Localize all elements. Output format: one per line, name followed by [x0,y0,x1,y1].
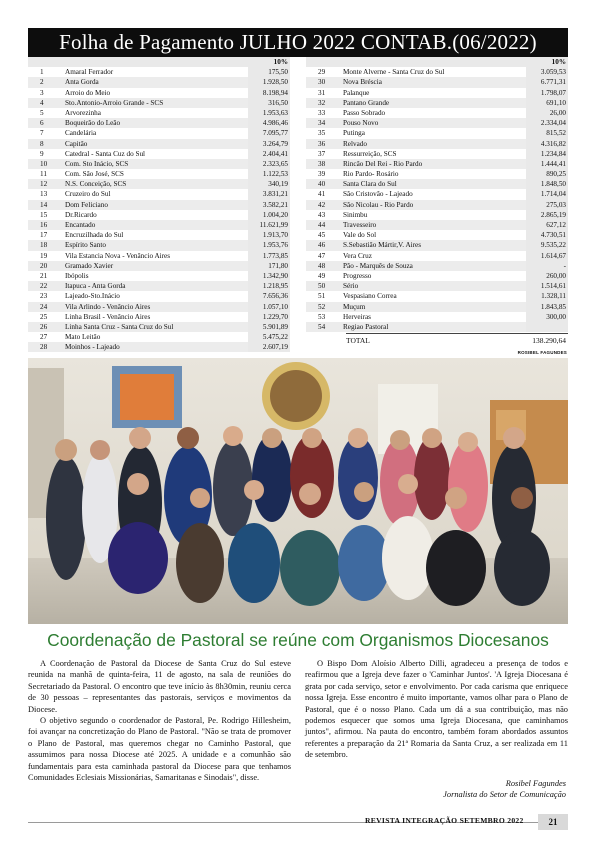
row-number: 2 [40,78,44,87]
parish-name: Capitão [65,139,88,148]
row-number: 53 [318,312,326,321]
row-number: 42 [318,200,326,209]
total-row [346,335,568,347]
row-number: 1 [40,68,44,77]
parish-name: Arroio do Meio [65,88,111,97]
parish-value: 1.953,76 [262,241,288,250]
table-row [306,98,568,108]
parish-name: Mato Leitão [65,333,101,342]
table-row [28,98,290,108]
row-number: 13 [40,190,48,199]
table-row [306,139,568,149]
parish-value: 1.004,20 [262,210,288,219]
author-role: Jornalista do Setor de Comunicação [443,790,566,800]
parish-value: 6.771,31 [540,78,566,87]
table-row [28,67,290,77]
row-number: 29 [318,68,326,77]
row-number: 40 [318,180,326,189]
row-number: 4 [40,98,44,107]
parish-name: Passo Sobrado [343,108,386,117]
table-row [28,251,290,261]
table-row [306,312,568,322]
parish-name: Lajeado-Sto.Inácio [65,292,120,301]
article-paragraph: A Coordenação de Pastoral da Diocese de Santa Cruz do Sul esteve reunida na manhã de quinta-feira, 11 de agosto, na sala de reuniões do Secretariado da Pastoral. O encontro que teve início às 8h30min, reuniu cerca de 30 pessoas – representantes das pastorais, serviços e movimentos da Diocese. [28,659,291,714]
table-header [306,57,568,67]
row-number: 41 [318,190,326,199]
table-row [306,210,568,220]
parish-name: N.S. Conceição, SCS [65,180,127,189]
table-row [306,322,568,332]
author-signature [443,778,566,801]
table-row [306,189,568,199]
table-row [306,128,568,138]
row-number: 51 [318,292,326,301]
table-row [28,108,290,118]
parish-value: 4.986,46 [262,119,288,128]
parish-name: Vila Estancia Nova - Venâncio Aires [65,251,171,260]
table-row [306,67,568,77]
parish-value: 691,10 [546,98,566,107]
parish-value: 171,80 [268,261,288,270]
pct-header: 10% [273,58,288,66]
table-row [28,281,290,291]
table-row [306,200,568,210]
row-number: 10 [40,159,48,168]
article-headline: Coordenação de Pastoral se reúne com Organismos Diocesanos [47,630,549,650]
parish-name: Santa Clara do Sul [343,180,397,189]
parish-name: Moinhos - Lajeado [65,343,120,352]
row-number: 3 [40,88,44,97]
parish-name: Relvado [343,139,367,148]
parish-name: Herveiras [343,312,371,321]
payroll-table-right [306,57,568,332]
parish-name: Encantado [65,221,96,229]
row-number: 52 [318,302,326,311]
parish-value: 316,50 [268,98,288,107]
row-number: 34 [318,119,326,128]
table-row [28,230,290,240]
parish-name: Putinga [343,129,365,138]
parish-name: Muçum [343,302,366,311]
table-row [306,251,568,261]
row-number: 45 [318,231,326,240]
parish-name: Rincão Del Rei - Rio Pardo [343,159,423,168]
table-row [28,291,290,301]
total-divider [346,333,568,334]
row-number: 49 [318,271,326,280]
table-row [28,139,290,149]
row-number: 47 [318,251,326,260]
parish-name: Cruzeiro do Sul [65,190,111,199]
table-row [28,302,290,312]
row-number: 21 [40,271,48,280]
parish-name: Pantano Grande [343,98,390,107]
row-number: 6 [40,119,44,128]
parish-value: 3.831,21 [262,190,288,199]
row-number: 48 [318,261,326,270]
parish-name: Nova Bréscia [343,78,382,87]
parish-name: São Cristovão - Lajeado [343,190,413,199]
row-number: 46 [318,241,326,250]
article-paragraph: O Bispo Dom Aloísio Alberto Dilli, agradeceu a presença de todos e reafirmou que a Igreja deve fazer o 'Caminhar Juntos'. 'A Igreja Diocesana é grata por cada serviço, setor e envolvimento. Por cada carisma que enriquece nossa Igreja. Esse encontro é muito importante, vamos olhar para o Plano de Pastoral, que é o nosso Plano. Cada um dá a sua contribuição, mas não podemos esquecer que somos uma Igreja Diocesana, que caminhamos juntos", afirmou. Na pauta do encontro, também foram abordados assuntos referentes a preparação da 21ª Romaria da Santa Cruz, a ser realizada em 11 de setembro. [305,659,568,760]
row-number: 36 [318,139,326,148]
row-number: 27 [40,333,48,342]
row-number: 31 [318,88,326,97]
parish-value: 1.614,67 [540,251,566,260]
parish-name: Travesseiro [343,221,377,229]
row-number: 18 [40,241,48,250]
parish-name: Palanque [343,88,370,97]
author-name: Rosibel Fagundes [505,779,566,788]
parish-name: Dom Feliciano [65,200,108,209]
parish-name: Sto.Antonio-Arroio Grande - SCS [65,98,164,107]
row-number: 26 [40,322,48,331]
page-number: 21 [538,814,568,830]
table-row [306,230,568,240]
row-number: 28 [40,343,48,352]
parish-value: 4.316,82 [540,139,566,148]
row-number: 38 [318,159,326,168]
parish-name: Monte Alverne - Santa Cruz do Sul [343,68,445,77]
row-number: 12 [40,180,48,189]
table-row [306,302,568,312]
row-number: 19 [40,251,48,260]
parish-name: Pão - Marquês de Souza [343,261,413,270]
row-number: 54 [318,322,326,331]
parish-value: 2.334,04 [540,119,566,128]
parish-value: 1.843,85 [540,302,566,311]
photo-credit: ROSIBEL FAGUNDES [517,350,567,355]
row-number: 25 [40,312,48,321]
parish-name: Sério [343,282,359,291]
parish-name: Com. Sto Inácio, SCS [65,159,129,168]
parish-name: Progresso [343,271,372,280]
table-row [306,261,568,271]
table-row [28,342,290,352]
parish-name: Vera Cruz [343,251,372,260]
parish-name: Regiao Pastoral [343,322,389,331]
parish-name: Vila Arlindo - Venâncio Aires [65,302,151,311]
parish-value: 175,50 [268,68,288,77]
parish-value: 26,00 [549,108,566,117]
row-number: 32 [318,98,326,107]
table-row [306,291,568,301]
table-row [28,88,290,98]
total-label: TOTAL [346,336,370,345]
parish-value: 2.323,65 [262,159,288,168]
row-number: 30 [318,78,326,87]
parish-name: Candelária [65,129,97,138]
parish-value: 5.901,89 [262,322,288,331]
table-row [28,220,290,230]
table-row [28,77,290,87]
table-row [28,312,290,322]
parish-name: Arvorezinha [65,108,101,117]
table-row [28,128,290,138]
parish-value: 7.095,77 [262,129,288,138]
parish-name: Linha Brasil - Venâncio Aires [65,312,151,321]
table-row [306,281,568,291]
parish-name: Dr.Ricardo [65,210,97,219]
article-paragraph: O objetivo segundo o coordenador de Pastoral, Pe. Rodrigo Hillesheim, foi avançar na concretização do Plano de Pastoral. "Não se trata de promover o Plano de Pastoral, mas queremos chegar no Caminho Pastoral, que assumimos para nossa Diocese até 2025. A unidade e a comunhão são fundamentais para esta caminhada pastoral da Diocese para que tenhamos Comunidades Eclesiais Missionárias, Samaritanas e Sinodais", disse. [28,716,291,783]
row-number: 9 [40,149,44,158]
parish-value: 1.913,70 [262,231,288,240]
parish-name: Encruzilhada do Sul [65,231,124,240]
footer-magazine: REVISTA INTEGRAÇÃO SETEMBRO 2022 [365,816,524,825]
payroll-table-left [28,57,290,352]
table-row [306,108,568,118]
parish-value: 815,52 [546,129,566,138]
table-row [28,261,290,271]
row-number: 43 [318,210,326,219]
table-row [28,159,290,169]
group-photo [28,358,568,624]
parish-name: Ressurreição, SCS [343,149,397,158]
parish-value: 300,00 [546,312,566,321]
table-row [306,169,568,179]
parish-value: 1.514,61 [540,282,566,291]
row-number: 14 [40,200,48,209]
parish-value: 4.730,51 [540,231,566,240]
parish-name: Com. São José, SCS [65,170,124,179]
payroll-title: Folha de Pagamento JULHO 2022 CONTAB.(06/2022) [28,28,568,57]
table-row [306,88,568,98]
parish-name: Gramado Xavier [65,261,114,270]
parish-name: Itapuca - Anta Gorda [65,282,126,291]
row-number: 50 [318,282,326,291]
row-number: 33 [318,108,326,117]
parish-value: 2.607,19 [262,343,288,352]
row-number: 22 [40,282,48,291]
parish-value: 1.057,10 [262,302,288,311]
table-row [306,179,568,189]
parish-value: 1.848,50 [540,180,566,189]
pct-header: 10% [551,58,566,66]
parish-value: 1.444,41 [540,159,566,168]
table-header [28,57,290,67]
parish-name: Boqueirão do Leão [65,119,121,128]
row-number: 35 [318,129,326,138]
parish-value: 1.773,85 [262,251,288,260]
parish-value: 275,03 [546,200,566,209]
table-row [306,77,568,87]
table-row [28,200,290,210]
parish-value: 3.059,53 [540,68,566,77]
row-number: 24 [40,302,48,311]
parish-value: 5.475,22 [262,333,288,342]
parish-name: Ibópolis [65,271,89,280]
article-column-2 [305,658,568,761]
table-row [28,210,290,220]
row-number: 8 [40,139,44,148]
table-row [28,332,290,342]
parish-name: Linha Santa Cruz - Santa Cruz do Sul [65,322,174,331]
parish-value: 9.535,22 [540,241,566,250]
parish-name: Sinimbu [343,210,368,219]
row-number: 16 [40,221,48,229]
row-number: 5 [40,108,44,117]
parish-value: 1.798,07 [540,88,566,97]
parish-value: 8.198,94 [262,88,288,97]
total-value: 138.290,64 [532,336,566,345]
table-row [28,169,290,179]
table-row [306,149,568,159]
table-row [28,271,290,281]
row-number: 37 [318,149,326,158]
table-row [306,240,568,250]
row-number: 44 [318,221,326,229]
row-number: 7 [40,129,44,138]
parish-value: 1.218,95 [262,282,288,291]
table-row [28,189,290,199]
article-column-1 [28,658,291,783]
table-row [306,220,568,230]
parish-value: 890,25 [546,170,566,179]
parish-value: 260,00 [546,271,566,280]
parish-value: 1.714,04 [540,190,566,199]
parish-name: Vale do Sol [343,231,377,240]
parish-name: Rio Pardo- Rosário [343,170,399,179]
table-row [28,149,290,159]
parish-name: S.Sebastião Mártir,V. Aires [343,241,422,250]
parish-value: 340,19 [268,180,288,189]
parish-value: 2.865,19 [540,210,566,219]
table-row [28,179,290,189]
payroll-tables [28,57,568,352]
parish-name: Espírito Santo [65,241,106,250]
parish-value: 1.328,11 [541,292,566,301]
parish-value: 1.229,70 [262,312,288,321]
value-band [526,322,568,332]
parish-value: 2.404,41 [262,149,288,158]
parish-name: Vespasiano Correa [343,292,397,301]
parish-value: 627,12 [546,221,566,229]
parish-value: 1.122,53 [262,170,288,179]
parish-name: Pouso Novo [343,119,379,128]
table-row [28,118,290,128]
row-number: 39 [318,170,326,179]
parish-name: São Nicolau - Rio Pardo [343,200,414,209]
table-row [306,118,568,128]
parish-name: Catedral - Santa Cuz do Sul [65,149,146,158]
row-number: 23 [40,292,48,301]
parish-value: - [563,261,566,270]
table-row [28,322,290,332]
parish-value: 1.928,50 [262,78,288,87]
parish-value: 7.656,36 [262,292,288,301]
table-row [306,159,568,169]
parish-value: 1.234,84 [540,149,566,158]
parish-name: Amaral Ferrador [65,68,114,77]
parish-value: 1.953,63 [262,108,288,117]
row-number: 11 [40,170,47,179]
row-number: 15 [40,210,48,219]
row-number: 17 [40,231,48,240]
parish-name: Anta Gorda [65,78,99,87]
row-number: 20 [40,261,48,270]
table-row [306,271,568,281]
parish-value: 3.582,21 [262,200,288,209]
parish-value: 11.621,99 [259,221,288,229]
parish-value: 3.264,79 [262,139,288,148]
parish-value: 1.342,90 [262,271,288,280]
table-row [28,240,290,250]
